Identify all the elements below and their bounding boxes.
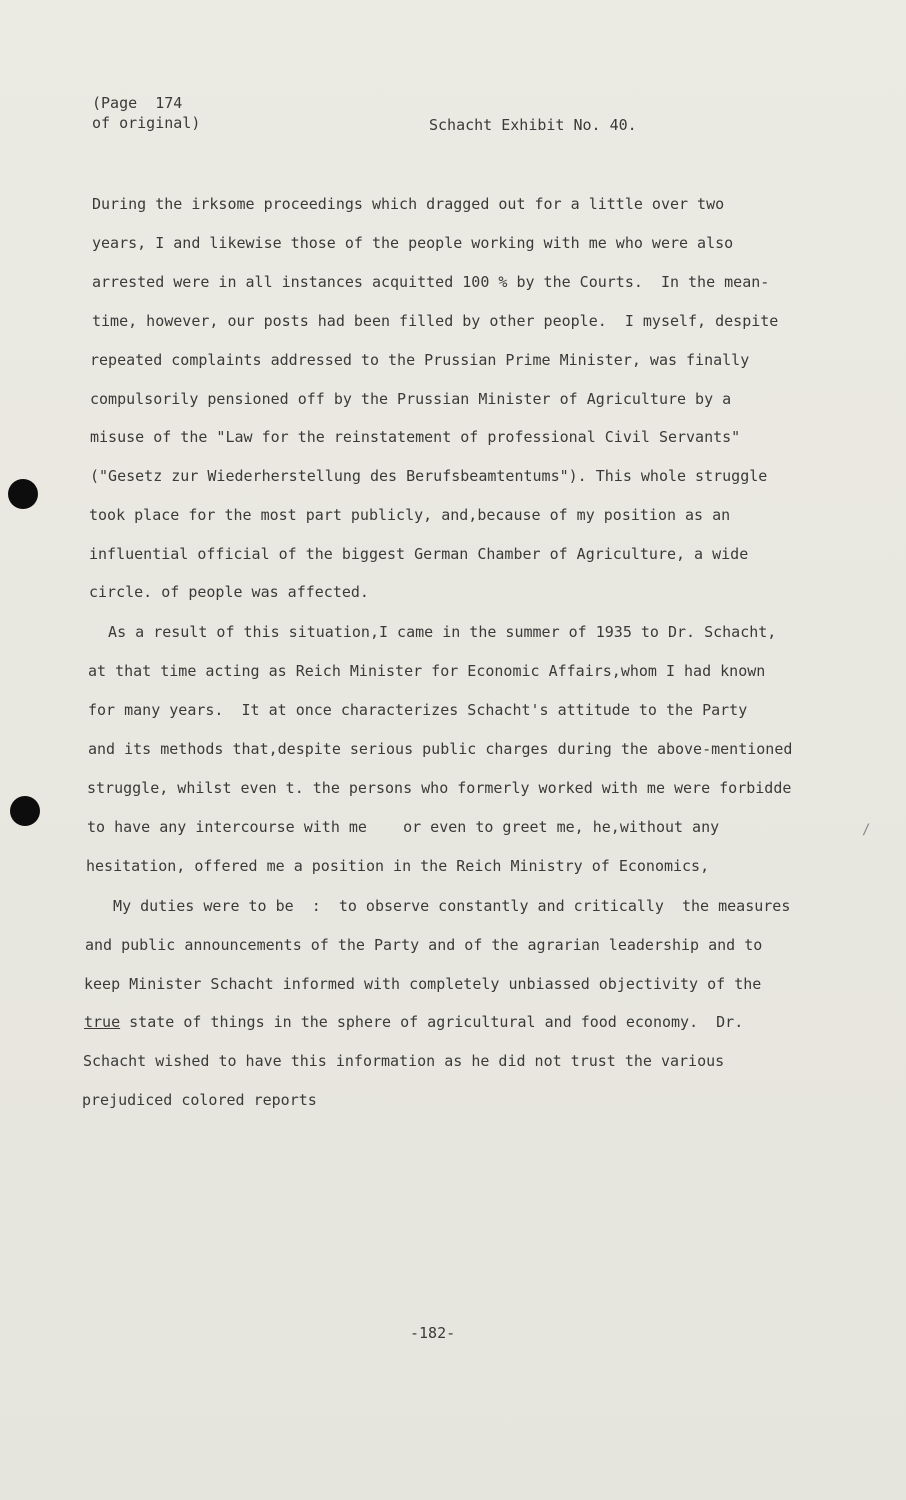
- body-line: influential official of the biggest German Chamber of Agriculture, a wide: [89, 545, 749, 563]
- body-line: My duties were to be : to observe constantly and critically the measures: [95, 897, 791, 915]
- punch-hole-bottom: [10, 796, 40, 826]
- page-reference-line-2: of original): [92, 114, 201, 132]
- body-line: prejudiced colored reports: [82, 1091, 317, 1109]
- body-line: and its methods that,despite serious public charges during the above-mentioned: [88, 740, 793, 758]
- body-line: repeated complaints addressed to the Prussian Prime Minister, was finally: [90, 351, 750, 369]
- stray-mark: /: [862, 822, 871, 838]
- body-line: for many years. It at once characterizes Schacht's attitude to the Party: [88, 701, 748, 719]
- page-number: -182-: [410, 1324, 456, 1342]
- body-line: ("Gesetz zur Wiederherstellung des Berufsbeamtentums"). This whole struggle: [90, 467, 768, 485]
- body-line: Schacht wished to have this information as he did not trust the various: [83, 1052, 725, 1070]
- body-line: and public announcements of the Party and of the agrarian leadership and to: [85, 936, 763, 954]
- body-line: compulsorily pensioned off by the Prussian Minister of Agriculture by a: [90, 390, 732, 408]
- page-reference-line-1: (Page 174: [92, 94, 183, 112]
- body-line: misuse of the "Law for the reinstatement of professional Civil Servants": [90, 428, 741, 446]
- body-line: at that time acting as Reich Minister for Economic Affairs,whom I had known: [88, 662, 766, 680]
- body-line-rest: state of things in the sphere of agricultural and food economy. Dr.: [120, 1013, 744, 1031]
- body-line: During the irksome proceedings which dragged out for a little over two: [92, 195, 725, 213]
- punch-hole-top: [8, 479, 38, 509]
- body-line: As a result of this situation,I came in the summer of 1935 to Dr. Schacht,: [90, 623, 777, 641]
- body-line: arrested were in all instances acquitted 100 % by the Courts. In the mean-: [92, 273, 770, 291]
- body-line: time, however, our posts had been filled by other people. I myself, despite: [92, 312, 779, 330]
- body-line: hesitation, offered me a position in the Reich Ministry of Economics,: [86, 857, 710, 875]
- body-line: circle. of people was affected.: [89, 583, 369, 601]
- body-line: to have any intercourse with me or even to greet me, he,without any: [87, 818, 720, 836]
- body-line: keep Minister Schacht informed with completely unbiassed objectivity of the: [84, 975, 762, 993]
- body-line: struggle, whilst even t. the persons who formerly worked with me were forbidde: [87, 779, 792, 797]
- body-line: years, I and likewise those of the people working with me who were also: [92, 234, 734, 252]
- body-line: took place for the most part publicly, and,because of my position as an: [89, 506, 731, 524]
- exhibit-title: Schacht Exhibit No. 40.: [429, 116, 637, 134]
- underlined-word: true: [84, 1013, 121, 1031]
- body-line-with-emphasis: [84, 1012, 743, 1032]
- page-reference: [92, 93, 200, 133]
